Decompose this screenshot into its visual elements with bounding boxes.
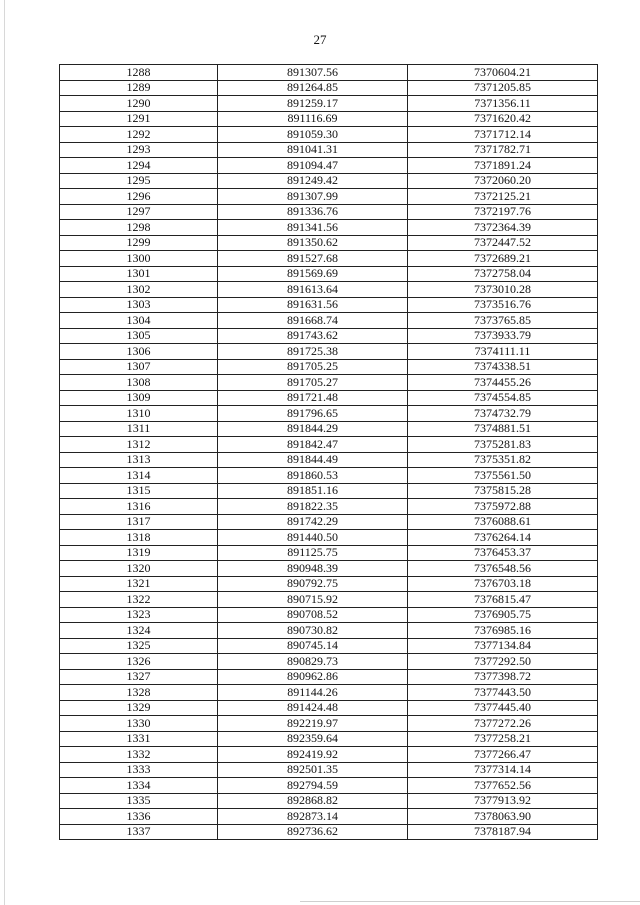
table-row (60, 793, 598, 809)
y-coordinate-cell: 7376548.56 (408, 561, 598, 577)
y-coordinate-cell: 7372197.76 (408, 204, 598, 220)
table-row (60, 514, 598, 530)
x-coordinate-cell: 891844.49 (218, 452, 408, 468)
y-coordinate-cell: 7371782.71 (408, 142, 598, 158)
point-number-cell: 1288 (60, 65, 218, 81)
y-coordinate-cell: 7376985.16 (408, 623, 598, 639)
y-coordinate-cell: 7377134.84 (408, 638, 598, 654)
table-row (60, 359, 598, 375)
y-coordinate-cell: 7377445.40 (408, 700, 598, 716)
x-coordinate-cell: 890948.39 (218, 561, 408, 577)
point-number-cell: 1320 (60, 561, 218, 577)
point-number-cell: 1290 (60, 96, 218, 112)
table-row (60, 700, 598, 716)
x-coordinate-cell: 891705.27 (218, 375, 408, 391)
y-coordinate-cell: 7372758.04 (408, 266, 598, 282)
x-coordinate-cell: 891264.85 (218, 80, 408, 96)
table-row (60, 96, 598, 112)
x-coordinate-cell: 891350.62 (218, 235, 408, 251)
y-coordinate-cell: 7377258.21 (408, 731, 598, 747)
x-coordinate-cell: 891742.29 (218, 514, 408, 530)
point-number-cell: 1325 (60, 638, 218, 654)
table-row (60, 452, 598, 468)
point-number-cell: 1330 (60, 716, 218, 732)
table-row (60, 716, 598, 732)
table-row (60, 297, 598, 313)
point-number-cell: 1304 (60, 313, 218, 329)
y-coordinate-cell: 7377443.50 (408, 685, 598, 701)
point-number-cell: 1311 (60, 421, 218, 437)
x-coordinate-cell: 890745.14 (218, 638, 408, 654)
table-row (60, 266, 598, 282)
x-coordinate-cell: 891125.75 (218, 545, 408, 561)
coordinates-table-body (60, 65, 598, 840)
y-coordinate-cell: 7375351.82 (408, 452, 598, 468)
x-coordinate-cell: 890730.82 (218, 623, 408, 639)
x-coordinate-cell: 892794.59 (218, 778, 408, 794)
point-number-cell: 1327 (60, 669, 218, 685)
table-row (60, 189, 598, 205)
point-number-cell: 1305 (60, 328, 218, 344)
y-coordinate-cell: 7373765.85 (408, 313, 598, 329)
point-number-cell: 1332 (60, 747, 218, 763)
x-coordinate-cell: 891144.26 (218, 685, 408, 701)
table-row (60, 654, 598, 670)
x-coordinate-cell: 891721.48 (218, 390, 408, 406)
y-coordinate-cell: 7375972.88 (408, 499, 598, 515)
table-row (60, 173, 598, 189)
point-number-cell: 1322 (60, 592, 218, 608)
table-row (60, 313, 598, 329)
point-number-cell: 1316 (60, 499, 218, 515)
table-row (60, 80, 598, 96)
x-coordinate-cell: 891851.16 (218, 483, 408, 499)
point-number-cell: 1295 (60, 173, 218, 189)
point-number-cell: 1335 (60, 793, 218, 809)
point-number-cell: 1324 (60, 623, 218, 639)
table-row (60, 499, 598, 515)
table-row (60, 778, 598, 794)
point-number-cell: 1321 (60, 576, 218, 592)
table-row (60, 390, 598, 406)
point-number-cell: 1293 (60, 142, 218, 158)
point-number-cell: 1306 (60, 344, 218, 360)
point-number-cell: 1294 (60, 158, 218, 174)
y-coordinate-cell: 7376264.14 (408, 530, 598, 546)
y-coordinate-cell: 7376815.47 (408, 592, 598, 608)
point-number-cell: 1315 (60, 483, 218, 499)
x-coordinate-cell: 892219.97 (218, 716, 408, 732)
table-row (60, 421, 598, 437)
x-coordinate-cell: 892873.14 (218, 809, 408, 825)
table-row (60, 235, 598, 251)
x-coordinate-cell: 891259.17 (218, 96, 408, 112)
y-coordinate-cell: 7376905.75 (408, 607, 598, 623)
point-number-cell: 1303 (60, 297, 218, 313)
table-row (60, 158, 598, 174)
table-row (60, 576, 598, 592)
table-row (60, 65, 598, 81)
x-coordinate-cell: 890708.52 (218, 607, 408, 623)
table-row (60, 127, 598, 143)
x-coordinate-cell: 891631.56 (218, 297, 408, 313)
table-row (60, 623, 598, 639)
point-number-cell: 1318 (60, 530, 218, 546)
x-coordinate-cell: 891613.64 (218, 282, 408, 298)
point-number-cell: 1309 (60, 390, 218, 406)
table-row (60, 142, 598, 158)
y-coordinate-cell: 7371356.11 (408, 96, 598, 112)
y-coordinate-cell: 7374338.51 (408, 359, 598, 375)
table-row (60, 282, 598, 298)
page-number: 27 (313, 32, 327, 47)
x-coordinate-cell: 891116.69 (218, 111, 408, 127)
point-number-cell: 1300 (60, 251, 218, 267)
x-coordinate-cell: 890829.73 (218, 654, 408, 670)
y-coordinate-cell: 7377913.92 (408, 793, 598, 809)
y-coordinate-cell: 7376453.37 (408, 545, 598, 561)
y-coordinate-cell: 7372060.20 (408, 173, 598, 189)
x-coordinate-cell: 891041.31 (218, 142, 408, 158)
table-row (60, 545, 598, 561)
point-number-cell: 1307 (60, 359, 218, 375)
y-coordinate-cell: 7377398.72 (408, 669, 598, 685)
point-number-cell: 1289 (60, 80, 218, 96)
y-coordinate-cell: 7372364.39 (408, 220, 598, 236)
x-coordinate-cell: 892359.64 (218, 731, 408, 747)
x-coordinate-cell: 891822.35 (218, 499, 408, 515)
y-coordinate-cell: 7375815.28 (408, 483, 598, 499)
y-coordinate-cell: 7372447.52 (408, 235, 598, 251)
table-row (60, 809, 598, 825)
table-row (60, 204, 598, 220)
y-coordinate-cell: 7376088.61 (408, 514, 598, 530)
x-coordinate-cell: 892501.35 (218, 762, 408, 778)
y-coordinate-cell: 7375281.83 (408, 437, 598, 453)
point-number-cell: 1308 (60, 375, 218, 391)
x-coordinate-cell: 891860.53 (218, 468, 408, 484)
x-coordinate-cell: 891725.38 (218, 344, 408, 360)
x-coordinate-cell: 891842.47 (218, 437, 408, 453)
point-number-cell: 1314 (60, 468, 218, 484)
point-number-cell: 1317 (60, 514, 218, 530)
y-coordinate-cell: 7374554.85 (408, 390, 598, 406)
x-coordinate-cell: 891307.99 (218, 189, 408, 205)
point-number-cell: 1328 (60, 685, 218, 701)
x-coordinate-cell: 891844.29 (218, 421, 408, 437)
x-coordinate-cell: 891668.74 (218, 313, 408, 329)
point-number-cell: 1313 (60, 452, 218, 468)
point-number-cell: 1334 (60, 778, 218, 794)
x-coordinate-cell: 891705.25 (218, 359, 408, 375)
y-coordinate-cell: 7377652.56 (408, 778, 598, 794)
y-coordinate-cell: 7372689.21 (408, 251, 598, 267)
point-number-cell: 1298 (60, 220, 218, 236)
y-coordinate-cell: 7371712.14 (408, 127, 598, 143)
scan-edge-left (4, 0, 5, 905)
table-row (60, 638, 598, 654)
y-coordinate-cell: 7371891.24 (408, 158, 598, 174)
x-coordinate-cell: 891424.48 (218, 700, 408, 716)
y-coordinate-cell: 7374455.26 (408, 375, 598, 391)
y-coordinate-cell: 7376703.18 (408, 576, 598, 592)
point-number-cell: 1299 (60, 235, 218, 251)
table-row (60, 747, 598, 763)
table-row (60, 685, 598, 701)
table-row (60, 824, 598, 840)
x-coordinate-cell: 891307.56 (218, 65, 408, 81)
x-coordinate-cell: 891059.30 (218, 127, 408, 143)
table-row (60, 344, 598, 360)
y-coordinate-cell: 7374111.11 (408, 344, 598, 360)
table-row (60, 561, 598, 577)
coordinates-table (59, 64, 598, 840)
table-row (60, 530, 598, 546)
y-coordinate-cell: 7378187.94 (408, 824, 598, 840)
y-coordinate-cell: 7374732.79 (408, 406, 598, 422)
point-number-cell: 1297 (60, 204, 218, 220)
x-coordinate-cell: 891249.42 (218, 173, 408, 189)
table-row (60, 437, 598, 453)
point-number-cell: 1337 (60, 824, 218, 840)
table-row (60, 592, 598, 608)
x-coordinate-cell: 891094.47 (218, 158, 408, 174)
point-number-cell: 1326 (60, 654, 218, 670)
table-row (60, 762, 598, 778)
table-row (60, 220, 598, 236)
point-number-cell: 1333 (60, 762, 218, 778)
y-coordinate-cell: 7373933.79 (408, 328, 598, 344)
point-number-cell: 1312 (60, 437, 218, 453)
x-coordinate-cell: 890792.75 (218, 576, 408, 592)
y-coordinate-cell: 7377266.47 (408, 747, 598, 763)
x-coordinate-cell: 892419.92 (218, 747, 408, 763)
y-coordinate-cell: 7373010.28 (408, 282, 598, 298)
table-row (60, 375, 598, 391)
x-coordinate-cell: 891743.62 (218, 328, 408, 344)
y-coordinate-cell: 7377292.50 (408, 654, 598, 670)
table-row (60, 483, 598, 499)
x-coordinate-cell: 890715.92 (218, 592, 408, 608)
x-coordinate-cell: 892736.62 (218, 824, 408, 840)
y-coordinate-cell: 7370604.21 (408, 65, 598, 81)
y-coordinate-cell: 7374881.51 (408, 421, 598, 437)
x-coordinate-cell: 892868.82 (218, 793, 408, 809)
point-number-cell: 1319 (60, 545, 218, 561)
x-coordinate-cell: 891796.65 (218, 406, 408, 422)
table-row (60, 731, 598, 747)
y-coordinate-cell: 7371620.42 (408, 111, 598, 127)
x-coordinate-cell: 890962.86 (218, 669, 408, 685)
y-coordinate-cell: 7378063.90 (408, 809, 598, 825)
point-number-cell: 1291 (60, 111, 218, 127)
point-number-cell: 1292 (60, 127, 218, 143)
x-coordinate-cell: 891336.76 (218, 204, 408, 220)
point-number-cell: 1302 (60, 282, 218, 298)
point-number-cell: 1301 (60, 266, 218, 282)
y-coordinate-cell: 7375561.50 (408, 468, 598, 484)
y-coordinate-cell: 7377314.14 (408, 762, 598, 778)
table-row (60, 406, 598, 422)
point-number-cell: 1329 (60, 700, 218, 716)
table-row (60, 468, 598, 484)
point-number-cell: 1296 (60, 189, 218, 205)
y-coordinate-cell: 7372125.21 (408, 189, 598, 205)
x-coordinate-cell: 891341.56 (218, 220, 408, 236)
table-row (60, 251, 598, 267)
x-coordinate-cell: 891440.50 (218, 530, 408, 546)
scan-edge-bottom (300, 901, 640, 902)
y-coordinate-cell: 7377272.26 (408, 716, 598, 732)
table-row (60, 607, 598, 623)
point-number-cell: 1336 (60, 809, 218, 825)
y-coordinate-cell: 7371205.85 (408, 80, 598, 96)
point-number-cell: 1331 (60, 731, 218, 747)
table-row (60, 111, 598, 127)
x-coordinate-cell: 891527.68 (218, 251, 408, 267)
y-coordinate-cell: 7373516.76 (408, 297, 598, 313)
x-coordinate-cell: 891569.69 (218, 266, 408, 282)
table-row (60, 328, 598, 344)
point-number-cell: 1310 (60, 406, 218, 422)
point-number-cell: 1323 (60, 607, 218, 623)
table-row (60, 669, 598, 685)
